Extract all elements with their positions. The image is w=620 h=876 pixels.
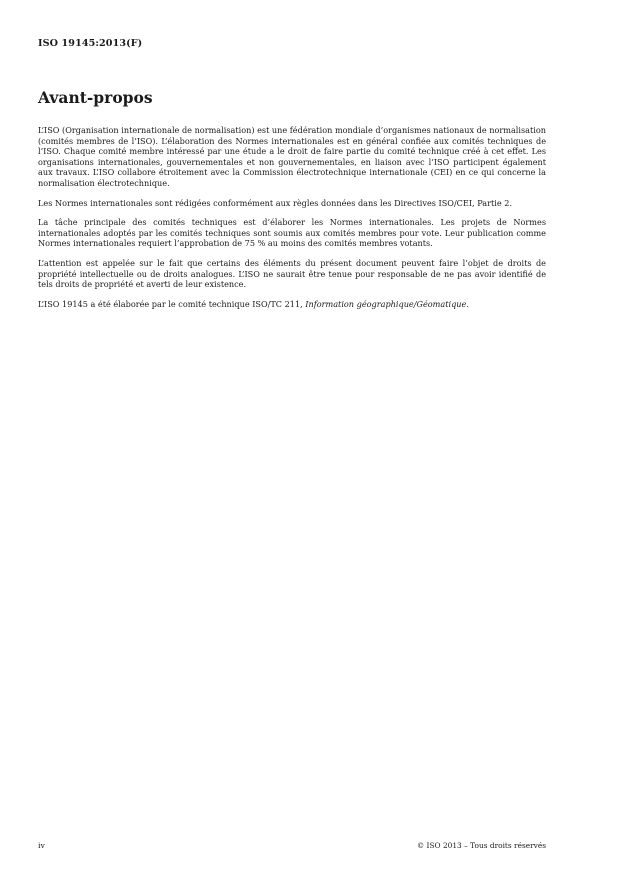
paragraph-directives: Les Normes internationales sont rédigées conformément aux règles données dans les Directives ISO/CEI, Partie 2. <box>38 197 513 208</box>
paragraph-patent-rights: L’attention est appelée sur le fait que certains des éléments du présent document peuvent faire l’objet de droits de propriété intellectuelle ou de droits analogues. L’ISO ne saurait être tenue pour responsable de ne pas avoir identifié de tels droits de propriété et averti de leur existence. <box>38 257 546 290</box>
closing-suffix: . <box>466 298 469 309</box>
paragraph-iso-organisation: L’ISO (Organisation internationale de normalisation) est une fédération mondiale d’organismes nationaux de normalisation (comités membres de l’ISO). L’élaboration des Normes internationales est en général confiée aux comités techniques de l’ISO. Chaque comité membre intéressé par une étude a le droit de faire partie du comité technique créé à cet effet. Les organisations internationales, gouvernementales et non gouvernementales, en liaison avec l’ISO participent également aux travaux. L’ISO collabore étroitement avec la Commission électrotechnique internationale (CEI) en ce qui concerne la normalisation électrotechnique. <box>38 125 546 188</box>
section-title: Avant-propos <box>38 88 153 107</box>
foreword-body <box>38 125 546 318</box>
copyright-notice: © ISO 2013 – Tous droits réservés <box>416 841 546 850</box>
committee-title: Information géographique/Géomatique <box>305 298 467 309</box>
closing-prefix: L’ISO 19145 a été élaborée par le comité technique ISO/TC 211, <box>38 298 306 309</box>
document-reference: ISO 19145:2013(F) <box>38 38 143 49</box>
paragraph-committee-responsible <box>38 299 546 310</box>
paragraph-technical-committees: La tâche principale des comités techniques est d’élaborer les Normes internationales. Les projets de Normes internationales adoptés par les comités techniques sont soumis aux comités membres pour vote. Leur publication comme Normes internationales requiert l’approbation de 75 % au moins des comités membres votants. <box>38 217 546 249</box>
page-number: iv <box>38 841 45 850</box>
